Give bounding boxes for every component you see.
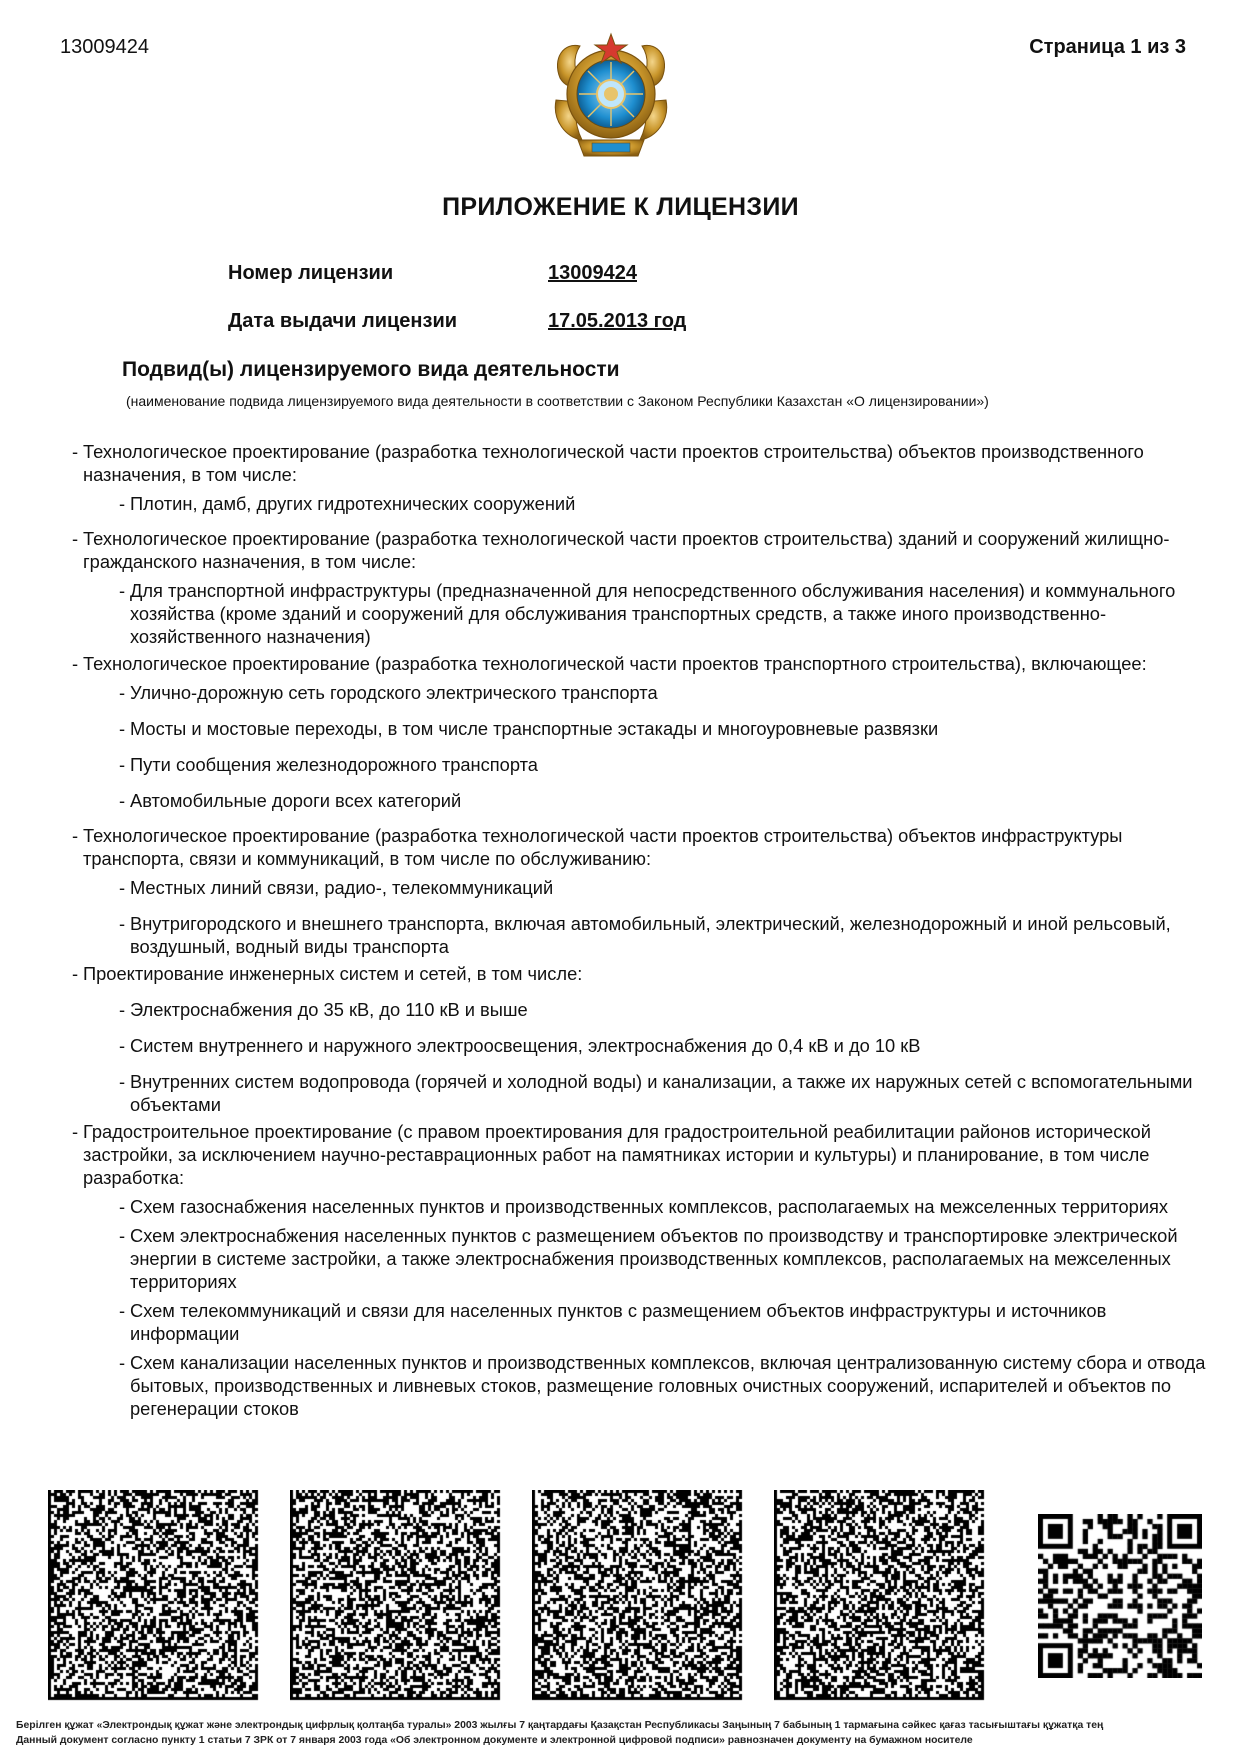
qr-code-icon: [1038, 1514, 1202, 1678]
activity-item: - Местных линий связи, радио-, телекоммуникаций: [70, 876, 1210, 899]
activity-group-text: - Технологическое проектирование (разработка технологической части проектов строительства) объектов производственного назначения, в том числе:: [70, 440, 1210, 486]
license-date-value: 17.05.2013 год: [548, 310, 687, 332]
activity-group-text: - Технологическое проектирование (разработка технологической части проектов транспортного строительства), включающее:: [70, 652, 1210, 675]
activity-item: - Схем электроснабжения населенных пунктов с размещением объектов по производству и транспортировке электрической энергии в системе застройки, а также электроснабжения производственных комплексов, располагаемых на межселенных территориях: [70, 1224, 1210, 1293]
activity-group-text: - Технологическое проектирование (разработка технологической части проектов строительства) зданий и сооружений жилищно-гражданского назначения, в том числе:: [70, 527, 1210, 573]
activity-item: - Автомобильные дороги всех категорий: [70, 789, 1210, 812]
activity-group: [70, 1120, 1210, 1420]
activity-group-text: - Проектирование инженерных систем и сетей, в том числе:: [70, 962, 1210, 985]
activity-item: - Внутренних систем водопровода (горячей и холодной воды) и канализации, а также их наружных сетей с вспомогательными объектами: [70, 1070, 1210, 1116]
activity-group-text: - Градостроительное проектирование (с правом проектирования для градостроительной реабилитации районов исторической застройки, за исключением научно-реставрационных работ на памятниках истории и культуры) и планирование, в том числе разработка:: [70, 1120, 1210, 1189]
document-title: ПРИЛОЖЕНИЕ К ЛИЦЕНЗИИ: [442, 193, 799, 221]
license-number-value: 13009424: [548, 262, 637, 284]
activity-item: - Для транспортной инфраструктуры (предназначенной для непосредственного обслуживания населения) и коммунального хозяйства (кроме зданий и сооружений для обслуживания транспортных средств, а также иного производственно-хозяйственного назначения): [70, 579, 1210, 648]
activity-group: [70, 527, 1210, 648]
activity-item: - Схем газоснабжения населенных пунктов и производственных комплексов, располагаемых на межселенных территориях: [70, 1195, 1210, 1218]
page-indicator: Страница 1 из 3: [1029, 36, 1186, 58]
barcode-2: [290, 1490, 502, 1702]
activity-item: - Внутригородского и внешнего транспорта, включая автомобильный, электрический, железнодорожный и иной рельсовый, воздушный, водный виды транспорта: [70, 912, 1210, 958]
activity-group: [70, 652, 1210, 812]
footer-line-kz: Берілген құжат «Электрондық құжат және электрондық цифрлық қолтаңба туралы» 2003 жылғы 7 қаңтардағы Қазақстан Республикасы Заңының 7 бабының 1 тармағына сәйкес қағаз тасығыштағы құжатқа тең: [16, 1720, 1104, 1731]
barcode-3: [532, 1490, 744, 1702]
activity-item: - Плотин, дамб, других гидротехнических сооружений: [70, 492, 1210, 515]
activity-list: [70, 440, 1210, 1424]
verification-codes: [0, 1490, 1241, 1710]
section-heading: Подвид(ы) лицензируемого вида деятельности: [122, 358, 620, 381]
barcode-1: [48, 1490, 260, 1702]
barcode-4: [774, 1490, 986, 1702]
license-date-label: Дата выдачи лицензии: [228, 310, 458, 332]
activity-group-text: - Технологическое проектирование (разработка технологической части проектов строительства) объектов инфраструктуры транспорта, связи и коммуникаций, в том числе по обслуживанию:: [70, 824, 1210, 870]
activity-item: - Электроснабжения до 35 кВ, до 110 кВ и выше: [70, 998, 1210, 1021]
document-number: 13009424: [60, 36, 149, 58]
footer-line-ru: Данный документ согласно пункту 1 статьи 7 ЗРК от 7 января 2003 года «Об электронном документе и электронной цифровой подписи» равнозначен документу на бумажном носителе: [16, 1735, 973, 1746]
activity-item: - Схем канализации населенных пунктов и производственных комплексов, включая централизованную систему сбора и отвода бытовых, производственных и ливневых стоков, размещение головных очистных сооружений, испарителей и объектов по регенерации стоков: [70, 1351, 1210, 1420]
license-number-label: Номер лицензии: [228, 262, 394, 284]
activity-group: [70, 440, 1210, 515]
section-note: (наименование подвида лицензируемого вида деятельности в соответствии с Законом Республики Казахстан «О лицензировании»): [126, 393, 989, 409]
activity-item: - Схем телекоммуникаций и связи для населенных пунктов с размещением объектов инфраструктуры и источников информации: [70, 1299, 1210, 1345]
activity-group: [70, 824, 1210, 958]
activity-group: [70, 962, 1210, 1116]
activity-item: - Мосты и мостовые переходы, в том числе транспортные эстакады и многоуровневые развязки: [70, 717, 1210, 740]
state-emblem-icon: [542, 28, 680, 166]
activity-item: - Улично-дорожную сеть городского электрического транспорта: [70, 681, 1210, 704]
activity-item: - Систем внутреннего и наружного электроосвещения, электроснабжения до 0,4 кВ и до 10 кВ: [70, 1034, 1210, 1057]
legal-footer: [16, 1718, 1103, 1748]
activity-item: - Пути сообщения железнодорожного транспорта: [70, 753, 1210, 776]
